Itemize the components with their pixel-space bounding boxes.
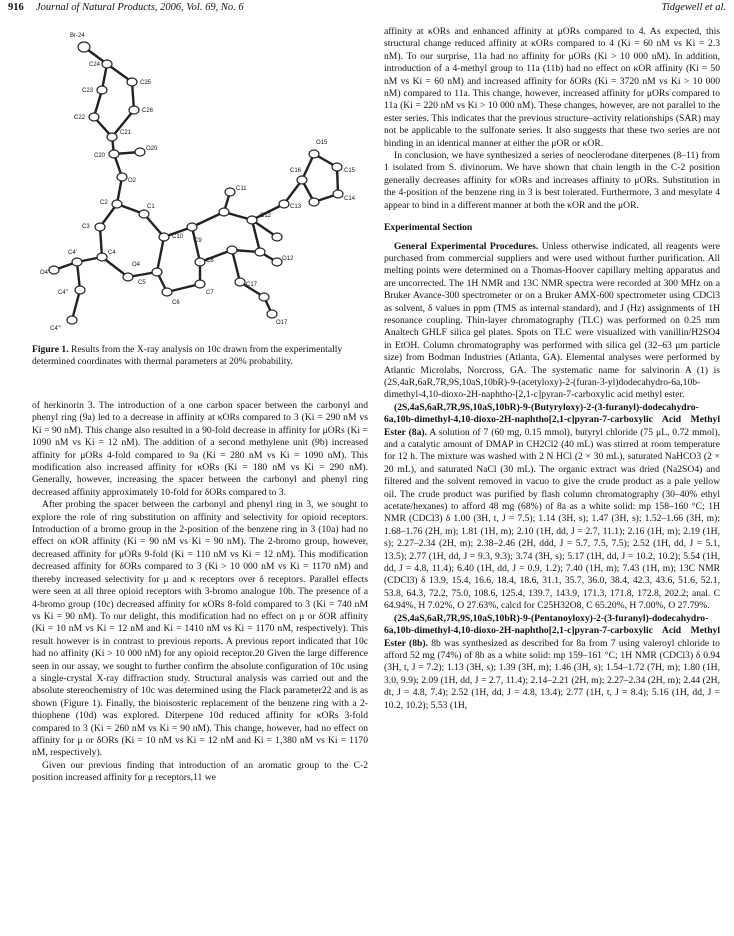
ortep-diagram: [32, 22, 368, 340]
subsection-title: General Experimental Procedures.: [394, 240, 539, 252]
atom-label: C26: [142, 108, 154, 114]
section-heading: Experimental Section: [384, 222, 473, 234]
paragraph: Given our previous finding that introduction of an aromatic group to the C-2 position increased affinity for μ receptors,11 we: [32, 759, 368, 784]
atom-label: C1: [147, 204, 155, 210]
right-column: [384, 26, 720, 712]
page-number: 916: [8, 2, 24, 13]
compound-title: (2S,4aS,6aR,7R,9S,10aS,10bR)-9-(Butyryloxy)-2-(3-furanyl)-dodecahydro-6a,10b-dimethyl-4,10-dioxo-2H-naphtho[2,1-c]pyran-7-carboxylic Acid Methyl Ester (8a).: [384, 401, 720, 438]
atom-label: C10: [172, 234, 184, 240]
paragraph: affinity at κORs and enhanced affinity at μORs compared to 4. As expected, this structural change reduced affinity at κORs compared to 4 (Ki = 60 nM vs Ki = 2.3 nM). To our surprise, 11a had no affinity for μORs (Ki > 10 000 nM). In addition, introduction of a 4-methyl group to 11a (11b) had no effect on κOR affinity (Ki = 50 nM vs Ki = 60 nM) and increased affinity for δORs (Ki = 3720 nM vs Ki > 10 000 nM) compared to 11a. This change, however, increased affinity for μORs compared to 11a (Ki = 220 nM vs Ki > 10 000 nM). These changes, however, are not parallel to the ester series. This indicates that the previous structure–activity relationships (SAR) may not be applicable to the sulfonate series. It also suggests that these two series are not binding in an identical manner at either the μOR or κOR.: [384, 26, 720, 149]
atom-label: C3: [82, 224, 90, 230]
journal-title: Journal of Natural Products, 2006, Vol. 69, No. 6: [36, 2, 244, 13]
atom-label: O2: [128, 178, 137, 184]
paragraph: [384, 241, 720, 402]
paragraph-text: 8b was synthesized as described for 8a from 7 using valeroyl chloride to afford 52 mg (74%) of 8b as a white solid: mp 159–161 °C; 1H NMR (CDCl3) δ 0.94 (3H, t, J = 7.2); 1.13 (3H, s); 1.39 (3H, m); 1.46 (3H, s); 1.54–1.72 (7H, m); 1.80 (1H, 3.0, 9.9); 2.09 (1H, dd, J = 2.7, 11.4); 2.14–2.21 (2H, m); 2.27–2.34 (2H, m); 2.44 (2H, dt, J = 4.8, 7.4); 2.52 (1H, dd, J = 4.8, 13.4); 2.77 (1H, t, J = 8.4); 5.16 (1H, dd, J = 10.2, 10.2); 5.53 (1H,: [384, 637, 720, 711]
atom-label: O17: [276, 320, 288, 326]
paragraph-text: A solution of 7 (60 mg, 0.15 mmol), butyryl chloride (75 μL, 0.72 mmol), and a catalytic amount of DMAP in CH2Cl2 (40 mL) was stirred at room temperature for 12 h. The mixture was washed with 2 N HCl (2 × 30 mL), saturated NaHCO3 (2 × 20 mL), and saturated NaCl (30 mL). The organic extract was dried (Na2SO4) and filtered and the solvent removed in vacuo to give the crude product as a pale yellow oil. The crude product was purified by flash column chromatography (30–40% ethyl acetate/hexanes) to afford 48 mg (68%) of 8a as a white solid: mp 158–160 °C; 1H NMR (CDCl3) δ 1.00 (3H, t, J = 7.5); 1.14 (3H, s); 1.47 (3H, s); 1.52–1.66 (3H, m); 1.68–1.76 (2H, m); 1.81 (1H, m); 2.10 (1H, dd, J = 2.7, 11.1); 2.16 (1H, m); 2.19 (1H, s); 2.27–2.34 (2H, m); 2.38–2.46 (2H, ddd, J = 5.7, 7.5, 7.5); 2.52 (1H, dd, J = 5.1, 13.5); 2.77 (1H, dd, J = 9.3, 9.3); 3.74 (3H, s); 5.17 (1H, dd, J = 10.2, 10.2); 5.54 (1H, dd, J = 4.8, 11.4); 6.40 (1H, dd, J = 0.9, 1.2); 7.40 (1H, m); 7.43 (1H, m); 13C NMR (CDCl3) δ 13.9, 15.4, 16.6, 18.4, 18.6, 31.1, 35.7, 36.0, 38.4, 42.3, 43.6, 51.6, 52.1, 53.8, 64.3, 72.2, 75.0, 108.6, 125.4, 139.7, 143.9, 171.3, 171.8, 172.8, 202.2; anal. C 64.94%, H 7.02%, O 27.63%, calcd for C25H32O8, C 65.20%, H 7.00%, O 27.79%.: [384, 426, 720, 612]
atom-label: C16: [290, 168, 302, 174]
atom-label: C4'": [50, 326, 61, 332]
atom-label: C11: [236, 186, 247, 192]
atom-label: C25: [140, 80, 152, 86]
left-column: [32, 400, 368, 785]
atom-label: C12: [260, 213, 272, 219]
atom-label: C24: [89, 62, 101, 68]
atom-label: C8: [206, 258, 214, 264]
running-authors: Tidgewell et al.: [661, 2, 726, 13]
atom-label: C7: [206, 290, 214, 296]
paragraph: of herkinorin 3. The introduction of a one carbon spacer between the carbonyl and phenyl ring (9a) led to a decrease in affinity at κORs compared to 3 (Ki = 290 nM vs Ki = 90 nM). This change also resulted in a 90-fold decrease in affinity for μORs (Ki = 1090 nM vs Ki = 12 nM). The addition of a second methylene unit (9b) increased affinity for μORs 4-fold compared to 9a (Ki = 280 nM vs Ki = 1090 nM). This modification also increased affinity for κORs (Ki = 180 nM vs Ki = 290 nM). Generally, however, increasing the spacer between the carbonyl and phenyl ring decreased affinity approximately 10-fold for δORs compared to 3.: [32, 400, 368, 498]
atom-label: O4': [40, 270, 50, 276]
atom-label: C20: [94, 153, 106, 159]
crystal-structure-figure: [32, 22, 368, 340]
paragraph-text: Unless otherwise indicated, all reagents were purchased from commercial suppliers and were used without further purification. All melting points were determined on a Thomas-Hoover capillary melting apparatus and are uncorrected. The 1H NMR and 13C NMR spectra were recorded at 300 MHz on a Bruker Avance-300 spectrometer or on a Bruker AMX-600 spectrometer using CDCl3 as solvent, δ values in ppm (TMS as internal standard), and J (Hz) assignments of 1H resonance coupling. Thin-layer chromatography (TLC) was performed on 0.25 mm Analtech GHLF silica gel plates. Spots on TLC were visualized with vanillin/H2SO4 in EtOH. Column chromatography was performed with silica gel (32–63 μm particle size) from Bodman Industries (Atlanta, GA). Elemental analyses were performed by Atlantic Microlabs, Norcross, GA. The systematic name for salvinorin A (1) is (2S,4aR,6aR,7R,9S,10aS,10bR)-9-(acetyloxy)-2-(furan-3-yl)dodecahydro-6a,10b-dimethyl-4,10-dioxo-2H-naphtho-[2,1-c]pyran-7-carboxylic acid methyl ester.: [384, 240, 721, 401]
atom-label: O15: [316, 140, 328, 146]
atom-label: C6: [172, 300, 180, 306]
atom-label: O20: [146, 146, 158, 152]
atom-label: C22: [74, 115, 86, 121]
page-header: [8, 2, 726, 16]
atom-label: C4': [68, 250, 77, 256]
atom-label: C13: [290, 204, 302, 210]
atom-label: C4": [58, 290, 68, 296]
figure-caption: [32, 344, 368, 369]
atom-label: C2: [100, 200, 108, 206]
paragraph: In conclusion, we have synthesized a series of neoclerodane diterpenes (8–11) from 1 isolated from S. divinorum. We have shown that chain length in the C-2 position generally decreases affinity for κORs and increases affinity to μORs. Substitution in the 4-position of the benzene ring in 3 is best tolerated. Furthermore, 3 and mesylate 4 appear to bind in a different manner at both the κOR and the μOR.: [384, 150, 720, 211]
atom-label: C17: [246, 282, 258, 288]
paragraph: [384, 402, 720, 613]
atom-label: O4: [132, 262, 141, 268]
figure-caption-label: Figure 1.: [32, 344, 69, 355]
atom-label: C14: [344, 196, 356, 202]
paragraph: After probing the spacer between the carbonyl and phenyl ring in 3, we sought to explore the role of ring substitution on affinity and selectivity for opioid receptors. Introduction of a bromo group in the 2-position of the benzene ring in 3 (10a) had no effect on κOR affinity (Ki = 90 nM vs Ki = 90 nM). The 2-bromo group, however, decreased affinity for μORs 9-fold (Ki = 110 nM vs Ki = 12 nM). This modification decreased affinity for δORs compared to 3 (Ki > 10 000 nM vs Ki = 1170 nM) and thereby increased selectivity for μ and κ receptors over δ receptors. Parallel effects were seen at all three opioid receptors with 3-bromo analogue 10b. The presence of a 4-bromo group (10c) decreased affinity for κORs 8-fold compared to 3 (Ki = 740 nM vs Ki = 90 nM). To our delight, this modification had no effect on μ or δOR affinity (Ki = 10 nM vs Ki = 12 nM and Ki = 1410 nM vs Ki = 1170 nM, respectively). This result however is in contrast to previous reports. A previous report indicated that 10c had no affinity (Ki > 10 000 nM) for any opioid receptor.20 Given the large difference seen in our assay, we sought to further confirm the absolute configuration of 10c using a single-crystal X-ray diffraction study. Structural analysis was carried out and the absolute stereochemistry of 10c was determined using the Flack parameter22 and is as shown (Figure 1). Finally, the bioisosteric replacement of the benzene ring with a 2-thiophene (10d) was explored. Diterpene 10d reduced affinity for κORs 3-fold compared to 3 (Ki = 260 nM vs Ki = 90 nM). This change, however, had no effect on affinity for μ or δORs (Ki = 10 nM vs Ki = 12 nM and Ki = 1,380 nM vs Ki = 1170 nM, respectively).: [32, 499, 368, 759]
atom-label: C21: [120, 130, 132, 136]
compound-title: (2S,4aS,6aR,7R,9S,10aS,10bR)-9-(Pentanoyloxy)-2-(3-furanyl)-dodecahydro-6a,10b-dimethyl-4,10-dioxo-2H-naphtho[2,1-c]pyran-7-carboxylic Acid Methyl Ester (8b).: [384, 612, 720, 649]
atom-label: O12: [282, 256, 294, 262]
paragraph: [384, 613, 720, 712]
atom-label: C9: [194, 238, 202, 244]
atom-label: C23: [82, 88, 94, 94]
atom-label: C15: [344, 168, 356, 174]
atom-label: C5: [138, 280, 146, 286]
atom-label: Br-24: [70, 33, 85, 39]
atom-label: C4: [108, 250, 116, 256]
figure-caption-text: Results from the X-ray analysis on 10c drawn from the experimentally determined coordinates with thermal parameters at 20% probability.: [32, 344, 343, 368]
